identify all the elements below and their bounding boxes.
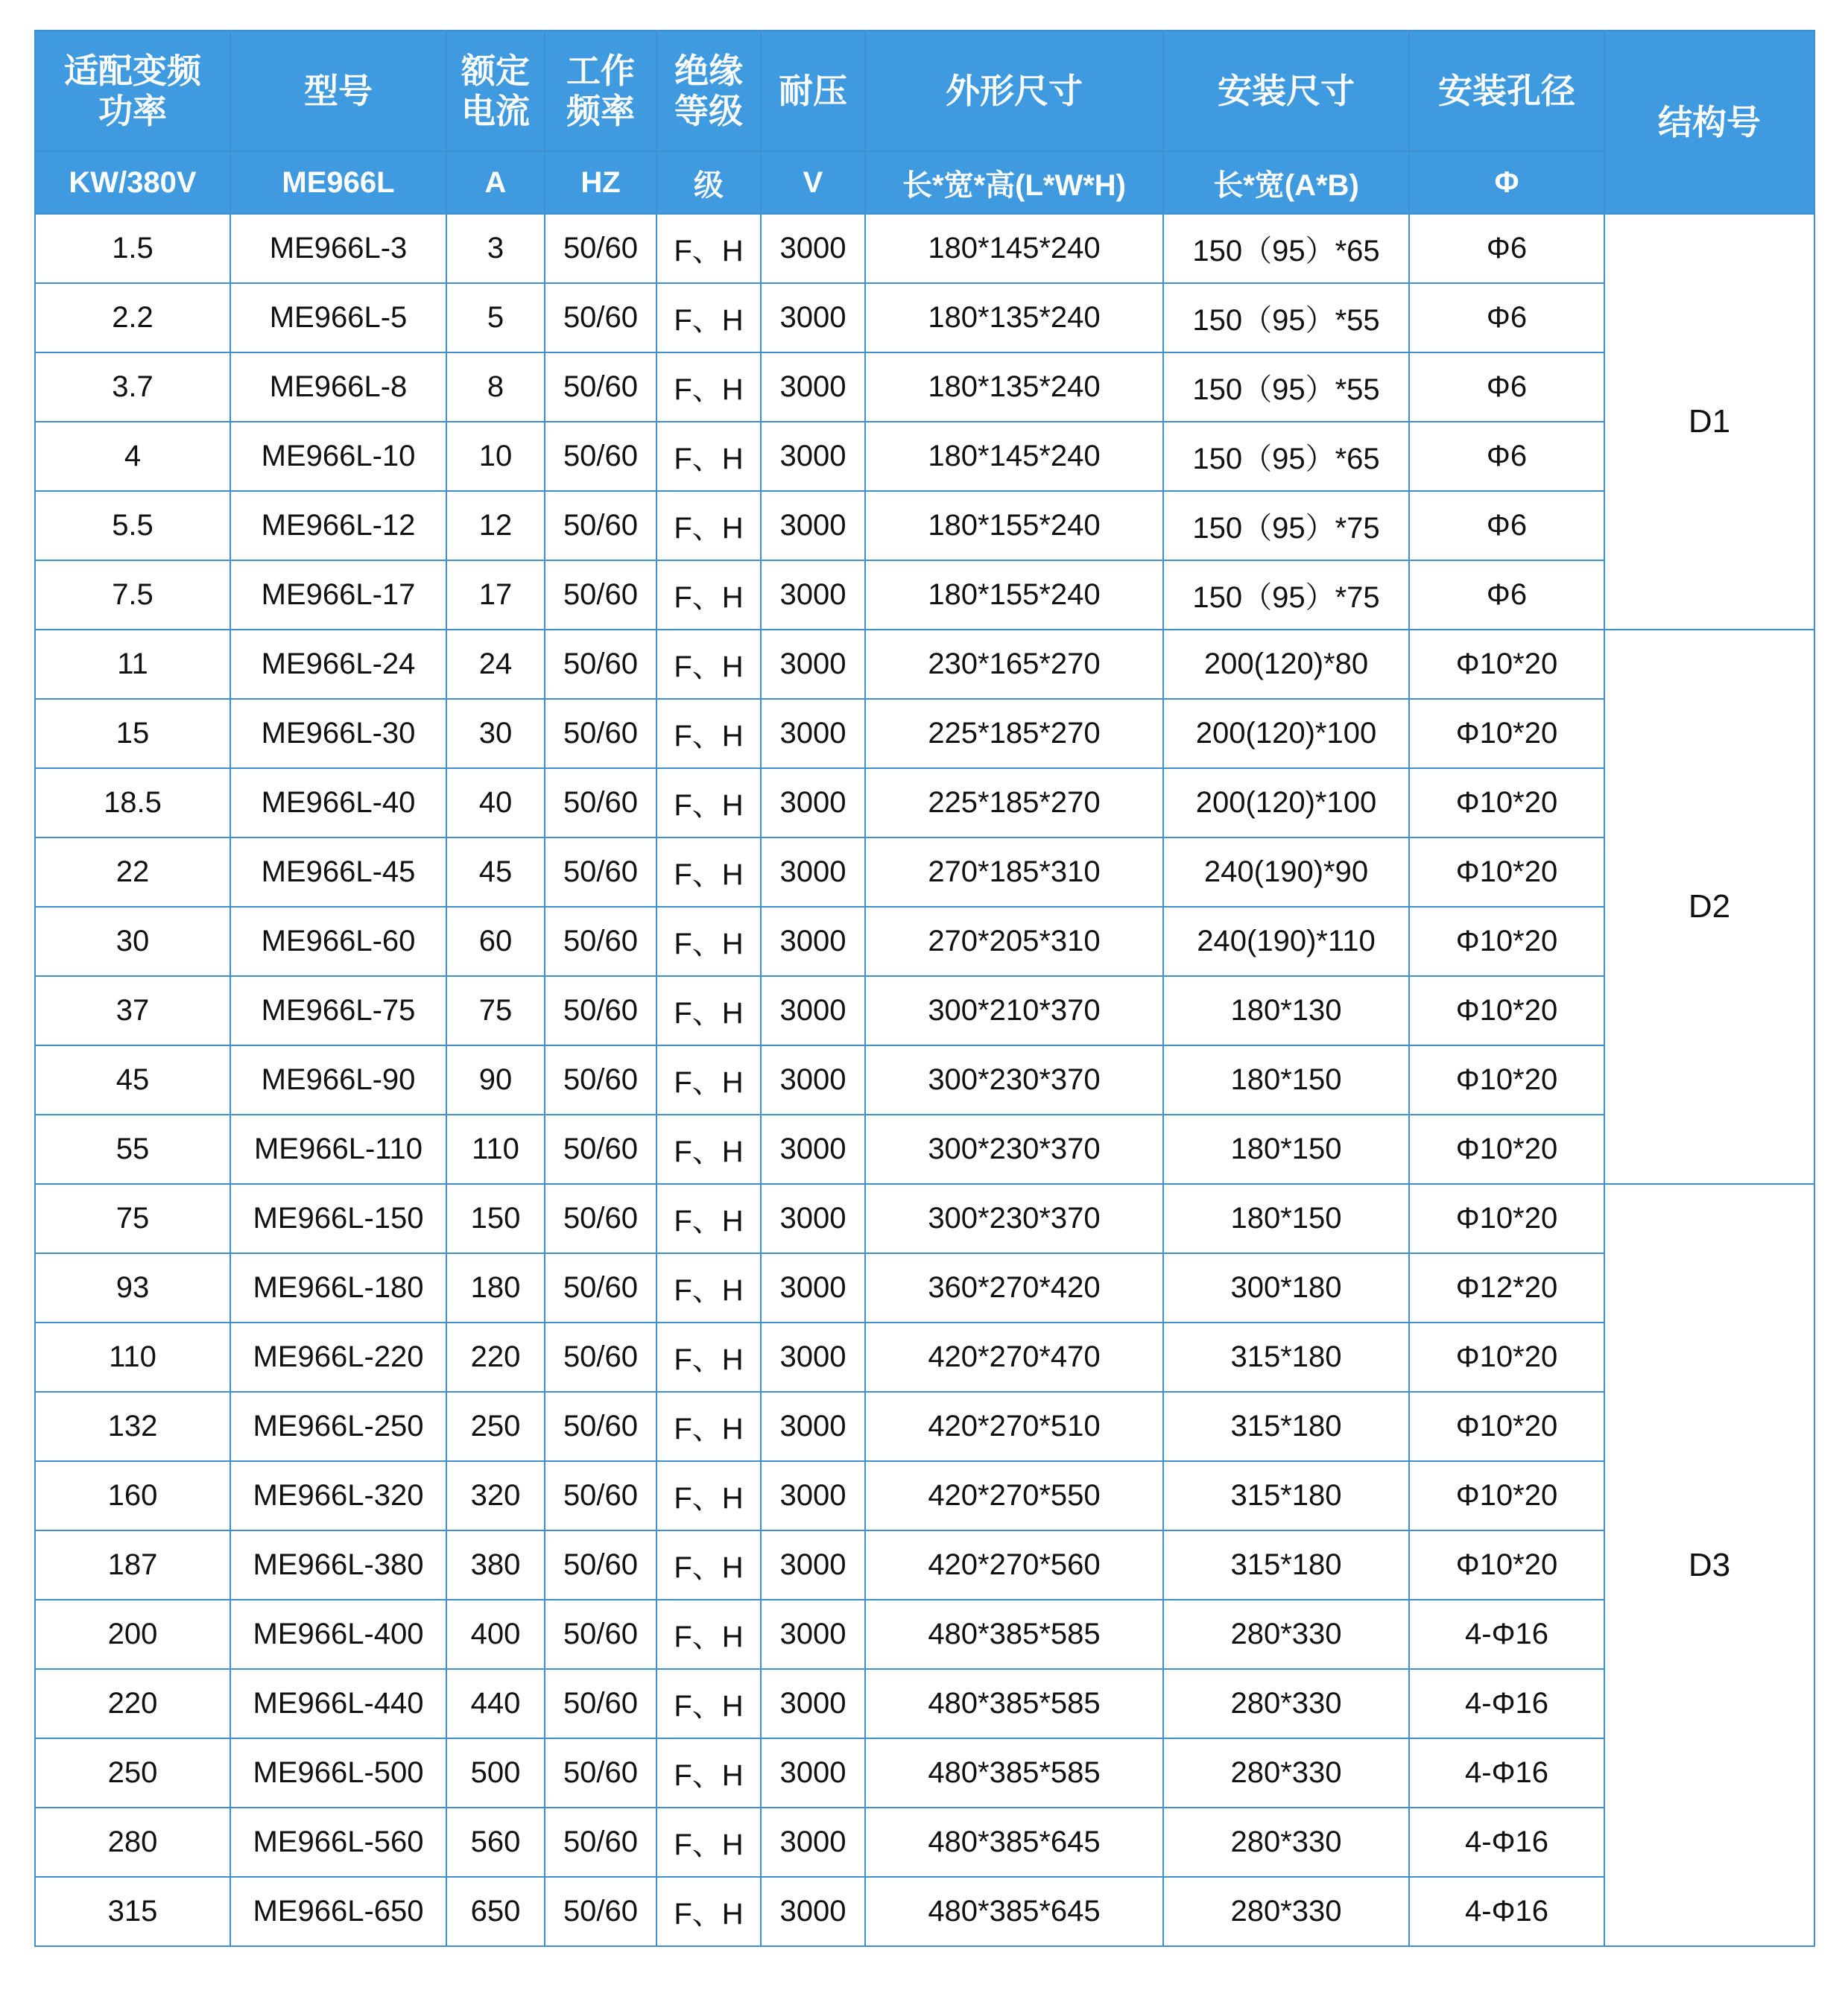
cell-model: ME966L-110 [230, 1115, 446, 1184]
cell-mounting-hole: Φ10*20 [1409, 1461, 1604, 1530]
cell-mounting-size: 150（95）*75 [1163, 491, 1409, 560]
cell-model: ME966L-8 [230, 352, 446, 422]
cell-voltage: 3000 [761, 352, 865, 422]
cell-current: 10 [446, 422, 545, 491]
cell-outline-size: 225*185*270 [865, 768, 1163, 837]
cell-mounting-hole: Φ10*20 [1409, 907, 1604, 976]
cell-current: 380 [446, 1530, 545, 1600]
cell-frequency: 50/60 [545, 1115, 656, 1184]
cell-frequency: 50/60 [545, 422, 656, 491]
cell-power: 280 [35, 1808, 230, 1877]
cell-model: ME966L-400 [230, 1600, 446, 1669]
cell-mounting-size: 300*180 [1163, 1253, 1409, 1323]
cell-voltage: 3000 [761, 1184, 865, 1253]
cell-current: 17 [446, 560, 545, 630]
cell-mounting-size: 150（95）*55 [1163, 283, 1409, 352]
cell-mounting-hole: Φ6 [1409, 560, 1604, 630]
cell-mounting-size: 150（95）*55 [1163, 352, 1409, 422]
cell-structure-no: D2 [1604, 630, 1814, 1184]
cell-frequency: 50/60 [545, 1877, 656, 1946]
cell-voltage: 3000 [761, 214, 865, 283]
cell-insulation: F、H [656, 907, 761, 976]
cell-insulation: F、H [656, 491, 761, 560]
unit-voltage: V [761, 151, 865, 214]
cell-frequency: 50/60 [545, 1045, 656, 1115]
cell-mounting-size: 150（95）*75 [1163, 560, 1409, 630]
col-header-mounting-hole: 安装孔径 [1409, 31, 1604, 151]
table-row [35, 491, 1814, 560]
cell-mounting-size: 200(120)*80 [1163, 630, 1409, 699]
col-header-power-line1: 适配变频 [64, 51, 201, 90]
table-row [35, 422, 1814, 491]
cell-current: 110 [446, 1115, 545, 1184]
cell-frequency: 50/60 [545, 352, 656, 422]
cell-outline-size: 420*270*470 [865, 1323, 1163, 1392]
cell-voltage: 3000 [761, 630, 865, 699]
cell-current: 320 [446, 1461, 545, 1530]
table-row [35, 1045, 1814, 1115]
cell-voltage: 3000 [761, 1323, 865, 1392]
cell-current: 560 [446, 1808, 545, 1877]
unit-frequency: HZ [545, 151, 656, 214]
cell-voltage: 3000 [761, 491, 865, 560]
cell-model: ME966L-40 [230, 768, 446, 837]
cell-power: 45 [35, 1045, 230, 1115]
cell-insulation: F、H [656, 1877, 761, 1946]
cell-mounting-size: 180*130 [1163, 976, 1409, 1045]
cell-power: 3.7 [35, 352, 230, 422]
cell-insulation: F、H [656, 1530, 761, 1600]
cell-model: ME966L-3 [230, 214, 446, 283]
col-header-power-line2: 功率 [98, 92, 167, 130]
table-row [35, 214, 1814, 283]
cell-mounting-hole: Φ10*20 [1409, 976, 1604, 1045]
cell-mounting-hole: Φ6 [1409, 491, 1604, 560]
cell-power: 11 [35, 630, 230, 699]
cell-model: ME966L-45 [230, 837, 446, 907]
cell-mounting-hole: 4-Φ16 [1409, 1738, 1604, 1808]
cell-frequency: 50/60 [545, 1530, 656, 1600]
cell-model: ME966L-250 [230, 1392, 446, 1461]
table-row [35, 560, 1814, 630]
cell-power: 15 [35, 699, 230, 768]
cell-frequency: 50/60 [545, 1323, 656, 1392]
cell-model: ME966L-5 [230, 283, 446, 352]
cell-model: ME966L-380 [230, 1530, 446, 1600]
cell-model: ME966L-220 [230, 1323, 446, 1392]
cell-mounting-hole: Φ10*20 [1409, 1184, 1604, 1253]
cell-frequency: 50/60 [545, 768, 656, 837]
cell-outline-size: 480*385*585 [865, 1738, 1163, 1808]
cell-model: ME966L-500 [230, 1738, 446, 1808]
cell-outline-size: 180*145*240 [865, 214, 1163, 283]
cell-mounting-hole: 4-Φ16 [1409, 1600, 1604, 1669]
table-row [35, 1600, 1814, 1669]
cell-mounting-hole: Φ10*20 [1409, 768, 1604, 837]
col-header-insulation-line2: 等级 [674, 92, 743, 130]
cell-model: ME966L-440 [230, 1669, 446, 1738]
cell-power: 75 [35, 1184, 230, 1253]
cell-mounting-hole: Φ6 [1409, 214, 1604, 283]
cell-mounting-size: 315*180 [1163, 1461, 1409, 1530]
cell-power: 160 [35, 1461, 230, 1530]
cell-voltage: 3000 [761, 699, 865, 768]
header-row-main [35, 31, 1814, 151]
col-header-insulation [656, 31, 761, 151]
cell-power: 220 [35, 1669, 230, 1738]
cell-frequency: 50/60 [545, 1738, 656, 1808]
cell-outline-size: 420*270*510 [865, 1392, 1163, 1461]
cell-insulation: F、H [656, 1808, 761, 1877]
cell-current: 150 [446, 1184, 545, 1253]
cell-frequency: 50/60 [545, 907, 656, 976]
cell-outline-size: 180*155*240 [865, 491, 1163, 560]
cell-structure-no: D3 [1604, 1184, 1814, 1946]
cell-mounting-size: 240(190)*110 [1163, 907, 1409, 976]
cell-mounting-size: 180*150 [1163, 1115, 1409, 1184]
cell-outline-size: 480*385*585 [865, 1600, 1163, 1669]
cell-voltage: 3000 [761, 1669, 865, 1738]
cell-mounting-size: 280*330 [1163, 1808, 1409, 1877]
cell-mounting-hole: Φ10*20 [1409, 1392, 1604, 1461]
cell-mounting-size: 200(120)*100 [1163, 699, 1409, 768]
cell-outline-size: 270*205*310 [865, 907, 1163, 976]
unit-mounting-hole: Φ [1409, 151, 1604, 214]
cell-voltage: 3000 [761, 1808, 865, 1877]
cell-frequency: 50/60 [545, 630, 656, 699]
table-row [35, 1530, 1814, 1600]
cell-insulation: F、H [656, 1600, 761, 1669]
cell-insulation: F、H [656, 283, 761, 352]
cell-outline-size: 300*210*370 [865, 976, 1163, 1045]
cell-mounting-size: 150（95）*65 [1163, 422, 1409, 491]
cell-current: 24 [446, 630, 545, 699]
col-header-current-line2: 电流 [461, 92, 530, 130]
cell-mounting-size: 315*180 [1163, 1530, 1409, 1600]
cell-insulation: F、H [656, 422, 761, 491]
cell-model: ME966L-650 [230, 1877, 446, 1946]
cell-mounting-hole: Φ10*20 [1409, 1530, 1604, 1600]
cell-mounting-hole: Φ10*20 [1409, 1045, 1604, 1115]
cell-current: 12 [446, 491, 545, 560]
cell-mounting-size: 180*150 [1163, 1184, 1409, 1253]
cell-mounting-size: 150（95）*65 [1163, 214, 1409, 283]
unit-insulation: 级 [656, 151, 761, 214]
cell-power: 30 [35, 907, 230, 976]
cell-model: ME966L-320 [230, 1461, 446, 1530]
cell-current: 8 [446, 352, 545, 422]
col-header-current [446, 31, 545, 151]
table-row [35, 907, 1814, 976]
cell-model: ME966L-560 [230, 1808, 446, 1877]
cell-voltage: 3000 [761, 1530, 865, 1600]
cell-model: ME966L-75 [230, 976, 446, 1045]
col-header-voltage: 耐压 [761, 31, 865, 151]
cell-insulation: F、H [656, 352, 761, 422]
cell-current: 500 [446, 1738, 545, 1808]
cell-insulation: F、H [656, 1392, 761, 1461]
cell-outline-size: 180*145*240 [865, 422, 1163, 491]
cell-outline-size: 270*185*310 [865, 837, 1163, 907]
cell-frequency: 50/60 [545, 560, 656, 630]
cell-power: 110 [35, 1323, 230, 1392]
cell-frequency: 50/60 [545, 214, 656, 283]
cell-mounting-hole: 4-Φ16 [1409, 1669, 1604, 1738]
cell-model: ME966L-60 [230, 907, 446, 976]
cell-insulation: F、H [656, 768, 761, 837]
cell-power: 4 [35, 422, 230, 491]
cell-insulation: F、H [656, 1669, 761, 1738]
cell-model: ME966L-150 [230, 1184, 446, 1253]
cell-frequency: 50/60 [545, 1184, 656, 1253]
cell-insulation: F、H [656, 976, 761, 1045]
cell-insulation: F、H [656, 837, 761, 907]
cell-current: 3 [446, 214, 545, 283]
cell-voltage: 3000 [761, 976, 865, 1045]
cell-power: 5.5 [35, 491, 230, 560]
cell-voltage: 3000 [761, 1045, 865, 1115]
specification-table [34, 30, 1815, 1947]
table-row [35, 976, 1814, 1045]
cell-model: ME966L-17 [230, 560, 446, 630]
cell-insulation: F、H [656, 1323, 761, 1392]
cell-mounting-hole: Φ6 [1409, 422, 1604, 491]
cell-power: 250 [35, 1738, 230, 1808]
cell-mounting-size: 180*150 [1163, 1045, 1409, 1115]
table-row [35, 1392, 1814, 1461]
table-row [35, 1115, 1814, 1184]
cell-frequency: 50/60 [545, 1392, 656, 1461]
col-header-frequency-line2: 频率 [566, 92, 635, 130]
cell-structure-no: D1 [1604, 214, 1814, 630]
cell-current: 75 [446, 976, 545, 1045]
cell-frequency: 50/60 [545, 1600, 656, 1669]
cell-insulation: F、H [656, 1115, 761, 1184]
cell-voltage: 3000 [761, 1600, 865, 1669]
cell-power: 55 [35, 1115, 230, 1184]
cell-current: 30 [446, 699, 545, 768]
cell-frequency: 50/60 [545, 1808, 656, 1877]
cell-outline-size: 300*230*370 [865, 1045, 1163, 1115]
cell-power: 22 [35, 837, 230, 907]
cell-model: ME966L-90 [230, 1045, 446, 1115]
cell-power: 37 [35, 976, 230, 1045]
cell-frequency: 50/60 [545, 837, 656, 907]
unit-model: ME966L [230, 151, 446, 214]
cell-mounting-hole: Φ6 [1409, 283, 1604, 352]
table-header [35, 31, 1814, 214]
col-header-frequency-line1: 工作 [566, 51, 635, 90]
cell-current: 40 [446, 768, 545, 837]
cell-voltage: 3000 [761, 1877, 865, 1946]
cell-outline-size: 480*385*645 [865, 1877, 1163, 1946]
cell-mounting-size: 280*330 [1163, 1877, 1409, 1946]
cell-voltage: 3000 [761, 907, 865, 976]
cell-mounting-size: 240(190)*90 [1163, 837, 1409, 907]
cell-outline-size: 180*135*240 [865, 352, 1163, 422]
cell-outline-size: 480*385*645 [865, 1808, 1163, 1877]
cell-insulation: F、H [656, 1738, 761, 1808]
table-row [35, 1738, 1814, 1808]
cell-voltage: 3000 [761, 1253, 865, 1323]
col-header-outline-size: 外形尺寸 [865, 31, 1163, 151]
cell-insulation: F、H [656, 699, 761, 768]
table-row [35, 1184, 1814, 1253]
cell-current: 250 [446, 1392, 545, 1461]
col-header-power [35, 31, 230, 151]
cell-frequency: 50/60 [545, 1461, 656, 1530]
cell-voltage: 3000 [761, 560, 865, 630]
cell-insulation: F、H [656, 1253, 761, 1323]
cell-insulation: F、H [656, 1461, 761, 1530]
cell-insulation: F、H [656, 560, 761, 630]
table-body [35, 214, 1814, 1946]
cell-power: 200 [35, 1600, 230, 1669]
cell-power: 132 [35, 1392, 230, 1461]
cell-outline-size: 180*155*240 [865, 560, 1163, 630]
table-row [35, 1323, 1814, 1392]
cell-power: 1.5 [35, 214, 230, 283]
cell-power: 7.5 [35, 560, 230, 630]
cell-insulation: F、H [656, 630, 761, 699]
unit-mounting-size: 长*宽(A*B) [1163, 151, 1409, 214]
cell-voltage: 3000 [761, 1115, 865, 1184]
table-row [35, 1253, 1814, 1323]
cell-current: 400 [446, 1600, 545, 1669]
table-row [35, 352, 1814, 422]
cell-power: 315 [35, 1877, 230, 1946]
cell-outline-size: 300*230*370 [865, 1115, 1163, 1184]
cell-mounting-hole: Φ6 [1409, 352, 1604, 422]
cell-current: 650 [446, 1877, 545, 1946]
cell-mounting-hole: Φ10*20 [1409, 1323, 1604, 1392]
cell-mounting-size: 200(120)*100 [1163, 768, 1409, 837]
cell-frequency: 50/60 [545, 283, 656, 352]
cell-mounting-size: 315*180 [1163, 1323, 1409, 1392]
cell-mounting-hole: Φ12*20 [1409, 1253, 1604, 1323]
col-header-model: 型号 [230, 31, 446, 151]
cell-voltage: 3000 [761, 283, 865, 352]
table-row [35, 1808, 1814, 1877]
cell-outline-size: 225*185*270 [865, 699, 1163, 768]
unit-power: KW/380V [35, 151, 230, 214]
cell-power: 187 [35, 1530, 230, 1600]
cell-outline-size: 480*385*585 [865, 1669, 1163, 1738]
cell-insulation: F、H [656, 1045, 761, 1115]
cell-mounting-hole: Φ10*20 [1409, 699, 1604, 768]
cell-insulation: F、H [656, 1184, 761, 1253]
cell-mounting-size: 280*330 [1163, 1738, 1409, 1808]
cell-power: 93 [35, 1253, 230, 1323]
cell-mounting-hole: 4-Φ16 [1409, 1877, 1604, 1946]
cell-outline-size: 360*270*420 [865, 1253, 1163, 1323]
cell-outline-size: 420*270*560 [865, 1530, 1163, 1600]
cell-voltage: 3000 [761, 768, 865, 837]
cell-voltage: 3000 [761, 1392, 865, 1461]
table-row [35, 837, 1814, 907]
cell-outline-size: 420*270*550 [865, 1461, 1163, 1530]
cell-current: 220 [446, 1323, 545, 1392]
cell-voltage: 3000 [761, 1461, 865, 1530]
table-row [35, 699, 1814, 768]
cell-power: 2.2 [35, 283, 230, 352]
cell-mounting-hole: 4-Φ16 [1409, 1808, 1604, 1877]
cell-current: 45 [446, 837, 545, 907]
table-row [35, 1461, 1814, 1530]
cell-current: 440 [446, 1669, 545, 1738]
cell-mounting-size: 280*330 [1163, 1600, 1409, 1669]
cell-mounting-hole: Φ10*20 [1409, 630, 1604, 699]
table-row [35, 283, 1814, 352]
cell-outline-size: 230*165*270 [865, 630, 1163, 699]
table-row [35, 768, 1814, 837]
cell-model: ME966L-12 [230, 491, 446, 560]
cell-current: 180 [446, 1253, 545, 1323]
cell-mounting-size: 280*330 [1163, 1669, 1409, 1738]
cell-model: ME966L-30 [230, 699, 446, 768]
cell-current: 60 [446, 907, 545, 976]
unit-current: A [446, 151, 545, 214]
cell-frequency: 50/60 [545, 1253, 656, 1323]
table-row [35, 1877, 1814, 1946]
cell-mounting-hole: Φ10*20 [1409, 837, 1604, 907]
unit-outline-size: 长*宽*高(L*W*H) [865, 151, 1163, 214]
cell-model: ME966L-24 [230, 630, 446, 699]
cell-model: ME966L-10 [230, 422, 446, 491]
cell-frequency: 50/60 [545, 491, 656, 560]
cell-frequency: 50/60 [545, 976, 656, 1045]
cell-outline-size: 180*135*240 [865, 283, 1163, 352]
cell-insulation: F、H [656, 214, 761, 283]
cell-power: 18.5 [35, 768, 230, 837]
cell-current: 90 [446, 1045, 545, 1115]
header-row-units [35, 151, 1814, 214]
cell-frequency: 50/60 [545, 1669, 656, 1738]
cell-mounting-size: 315*180 [1163, 1392, 1409, 1461]
col-header-frequency [545, 31, 656, 151]
cell-outline-size: 300*230*370 [865, 1184, 1163, 1253]
table-row [35, 630, 1814, 699]
cell-frequency: 50/60 [545, 699, 656, 768]
cell-voltage: 3000 [761, 422, 865, 491]
col-header-current-line1: 额定 [461, 51, 530, 90]
col-header-mounting-size: 安装尺寸 [1163, 31, 1409, 151]
cell-voltage: 3000 [761, 1738, 865, 1808]
cell-mounting-hole: Φ10*20 [1409, 1115, 1604, 1184]
col-header-structure-no: 结构号 [1604, 31, 1814, 214]
cell-voltage: 3000 [761, 837, 865, 907]
table-row [35, 1669, 1814, 1738]
cell-model: ME966L-180 [230, 1253, 446, 1323]
col-header-insulation-line1: 绝缘 [674, 51, 743, 90]
cell-current: 5 [446, 283, 545, 352]
